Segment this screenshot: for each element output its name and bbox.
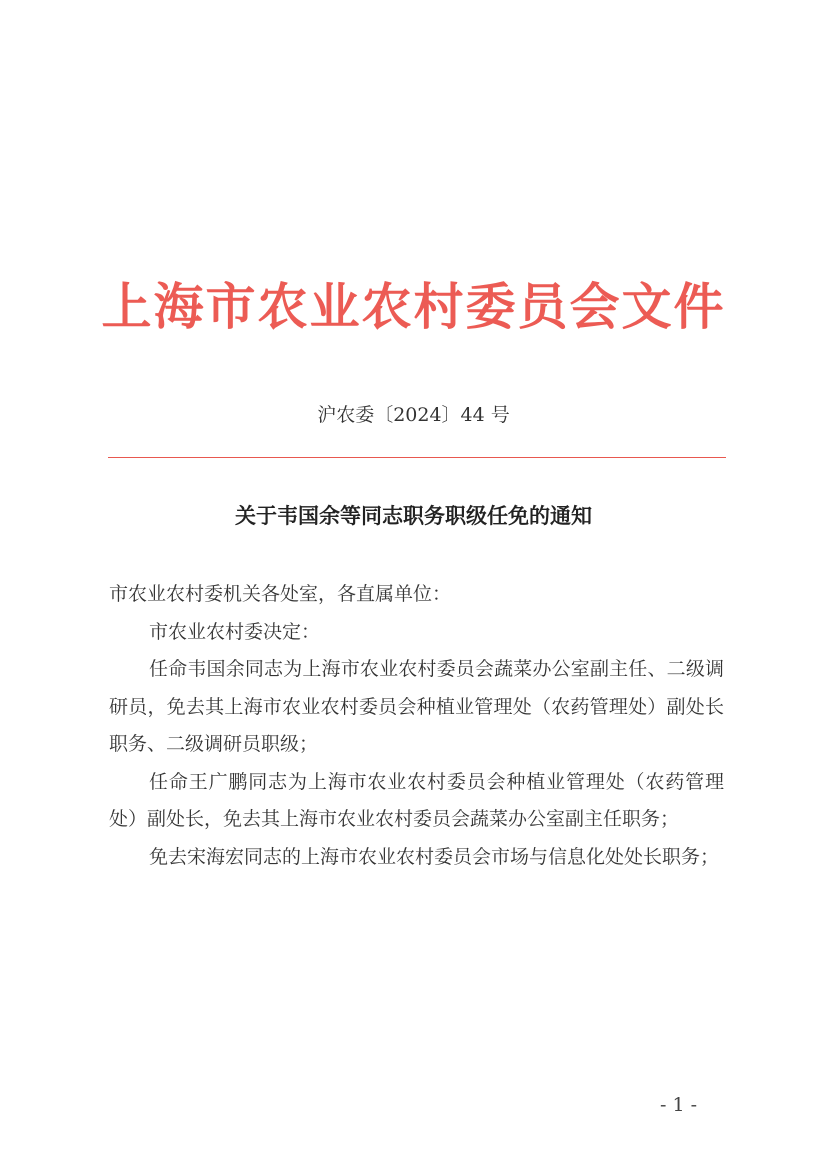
salutation: 市农业农村委机关各处室，各直属单位： xyxy=(109,583,452,605)
paragraph-appointment-wang: 任命王广鹏同志为上海市农业农村委员会种植业管理处（农药管理处）副处长，免去其上海市农业农村委员会蔬菜办公室副主任职务； xyxy=(109,770,724,830)
page-number: - 1 - xyxy=(660,1094,698,1116)
paragraph-decision: 市农业农村委决定： xyxy=(149,620,321,643)
red-divider-line xyxy=(108,457,726,458)
masthead-title: 上海市农业农村委员会文件 xyxy=(101,277,726,336)
notice-body xyxy=(109,576,724,876)
paragraph-removal-song: 免去宋海宏同志的上海市农业农村委员会市场与信息化处处长职务； xyxy=(149,845,720,868)
document-number: 沪农委〔2024〕44 号 xyxy=(317,404,510,426)
notice-title: 关于韦国余等同志职务职级任免的通知 xyxy=(235,503,592,528)
paragraph-appointment-wei: 任命韦国余同志为上海市农业农村委员会蔬菜办公室副主任、二级调研员，免去其上海市农业农村委员会种植业管理处（农药管理处）副处长职务、二级调研员职级； xyxy=(109,658,724,755)
